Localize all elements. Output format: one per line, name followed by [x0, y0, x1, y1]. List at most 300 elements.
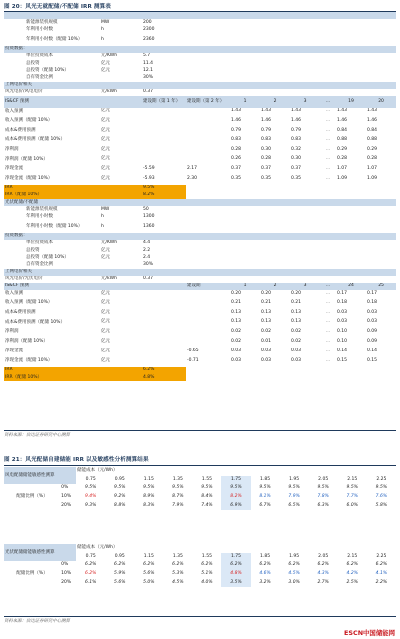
investment-row [4, 247, 396, 254]
empty-cell [366, 34, 396, 46]
empty-cell [260, 89, 290, 96]
row-unit: 亿元 [101, 166, 110, 172]
cash-value: 0.29 [367, 146, 378, 152]
empty-cell [320, 276, 336, 283]
irr-cell: 3.0% [288, 579, 300, 585]
cash-value: 1.43 [367, 108, 378, 114]
irr-row [4, 192, 396, 199]
empty-cell [336, 19, 366, 26]
cash-value: 0.03 [337, 309, 348, 315]
sens-row [4, 561, 396, 570]
empty-cell [142, 290, 186, 297]
empty-cell [366, 276, 396, 283]
figure-20-title: 图 20：风光无就配储/不配储 IRR 测算表 [4, 4, 111, 10]
empty-cell [336, 254, 366, 261]
row-label: 风光电价/风电电价 [5, 89, 43, 95]
empty-cell [320, 19, 336, 26]
empty-cell [186, 89, 230, 96]
row-unit: 亿元 [101, 319, 110, 325]
irr-cell: 9.5% [172, 485, 184, 491]
row-label: 净现金流（配储 10%） [5, 175, 53, 181]
cash-value: 0.02 [291, 338, 302, 344]
irr-row [4, 367, 396, 374]
empty-cell [336, 240, 366, 247]
cash-value: 1.46 [261, 118, 272, 124]
cost-header: 1.75 [221, 476, 250, 485]
cash-value: 0.21 [231, 300, 242, 306]
row-value: 0.37 [143, 89, 154, 95]
cash-value: 0.03 [367, 319, 378, 325]
cash-value: 0.02 [231, 338, 242, 344]
year-header: ... [320, 96, 336, 108]
empty-cell [320, 60, 336, 67]
row-label: 年利用小时数 [26, 27, 53, 33]
cf-header-label: IS&CF 预测 [4, 96, 100, 108]
cost-header: 1.95 [289, 553, 300, 559]
year-header: 20 [366, 96, 396, 108]
empty-cell [336, 26, 366, 33]
cash-value: 0.37 [231, 166, 242, 172]
cash-value: 0.03 [261, 357, 272, 363]
price-row [4, 276, 396, 283]
empty-cell [320, 74, 336, 81]
row-unit [100, 261, 142, 268]
irr-cell: 6.2% [317, 562, 329, 568]
cash-value: 0.13 [291, 319, 302, 325]
empty-cell [290, 276, 320, 283]
table-bottom-rule [4, 430, 396, 431]
cashflow-row [4, 355, 396, 367]
empty-cell [290, 213, 320, 220]
row-unit: 亿元 [101, 254, 110, 260]
irr-label: IRR（配储 10%） [4, 374, 142, 381]
cash-value: 0.17 [337, 290, 348, 296]
row-unit: 亿元 [101, 338, 110, 344]
irr-cell: 4.2% [346, 571, 358, 577]
sens-row [4, 484, 396, 493]
irr-row [4, 185, 396, 192]
construction-year-2: 建设期（第 2 年） [186, 96, 230, 108]
row-value: 200 [143, 19, 152, 25]
empty-cell [366, 206, 396, 213]
empty-cell [290, 221, 320, 233]
empty-cell [186, 374, 396, 381]
cash-value: 0.83 [231, 137, 242, 143]
empty-cell [320, 221, 336, 233]
empty-cell [186, 261, 230, 268]
row-unit: 亿元 [101, 67, 110, 73]
ratio-axis-label: 配储比例（%） [16, 494, 48, 500]
row-unit: 亿元 [101, 329, 110, 335]
empty-cell [260, 247, 290, 254]
cash-value: 0.21 [291, 300, 302, 306]
cash-value: 0.02 [261, 329, 272, 335]
irr-cell: 9.5% [201, 485, 213, 491]
escn-logo: ESCN中国储能网 [344, 629, 395, 637]
cost-header: 0.95 [114, 553, 125, 559]
irr-cell: 6.2% [201, 562, 213, 568]
empty-cell [186, 206, 230, 213]
irr-label: IRR（配储 10%） [4, 192, 142, 199]
empty-cell [366, 53, 396, 60]
cash-value: 2.30 [187, 175, 198, 181]
irr-cell: 7.8% [317, 494, 329, 500]
irr-cell: 9.5% [346, 485, 358, 491]
cash-value [142, 115, 186, 127]
investment-row [4, 60, 396, 67]
cash-value [186, 309, 230, 316]
row-value: 50 [143, 206, 149, 212]
cash-value: -5.93 [143, 175, 155, 181]
empty-cell [230, 19, 260, 26]
irr-cell: 4.0% [201, 579, 213, 585]
cash-value: 0.03 [337, 319, 348, 325]
row-value: 0.37 [143, 276, 154, 282]
row-label: 成本&费用预测 [5, 127, 36, 133]
investment-row [4, 74, 396, 81]
cash-value: 0.01 [261, 338, 272, 344]
wind-sensitivity-table [4, 467, 396, 510]
year-header: 24 [336, 283, 366, 290]
row-value: 5.7 [143, 53, 151, 59]
empty-cell [230, 247, 260, 254]
cash-value: 1.43 [261, 108, 272, 114]
row-unit: 亿元 [101, 127, 110, 133]
empty-cell [186, 221, 230, 233]
cash-value: ... [325, 137, 331, 143]
cash-value: ... [325, 338, 331, 344]
empty-cell [142, 328, 186, 335]
year-header: 2 [260, 283, 290, 290]
ratio-label: 10% [61, 494, 72, 500]
ratio-label: 20% [61, 579, 72, 585]
cash-value: 0.09 [367, 329, 378, 335]
cashflow-row [4, 108, 396, 115]
cash-value: 0.03 [367, 309, 378, 315]
cash-value: ... [325, 319, 331, 325]
cash-value: 0.88 [337, 137, 348, 143]
irr-cell: 6.7% [259, 502, 271, 508]
cash-value: 0.30 [291, 156, 302, 162]
cashflow-row [4, 146, 396, 153]
irr-cell: 4.5% [288, 571, 300, 577]
cash-value [186, 328, 230, 335]
empty-cell [260, 34, 290, 46]
irr-cell: 5.8% [375, 502, 388, 508]
section-header-cell [4, 12, 396, 19]
empty-cell [186, 254, 230, 261]
cash-value: ... [325, 329, 331, 335]
empty-cell [142, 355, 186, 367]
row-label: 自有资金比例 [26, 261, 53, 267]
cash-value: 0.28 [261, 156, 272, 162]
cash-value: 0.13 [261, 319, 272, 325]
empty-cell [260, 60, 290, 67]
row-label: 总投资（配储 10%） [26, 254, 69, 260]
empty-cell [100, 96, 142, 108]
cash-value: 0.32 [291, 146, 302, 152]
empty-cell [320, 34, 336, 46]
corner-label: 风电配储储能敏感性测算 [4, 467, 76, 484]
cost-header: 2.15 [347, 476, 358, 482]
empty-cell [142, 309, 186, 316]
empty-cell [320, 261, 336, 268]
row-label: 总投资（配储 10%） [26, 67, 69, 73]
row-label: 年利用小时数 [26, 214, 53, 220]
empty-cell [142, 348, 186, 355]
row-unit: 亿元 [101, 108, 110, 114]
year-header: ... [320, 283, 336, 290]
ratio-label: 0% [61, 485, 69, 491]
empty-cell [186, 60, 230, 67]
cash-value: 1.09 [367, 175, 378, 181]
row-label: 单位投资成本 [26, 240, 53, 246]
figure-21-title: 图 21：风光配储自建储能 IRR 以及敏感性分析测算结果 [4, 457, 149, 463]
cash-value: ... [325, 166, 331, 172]
empty-cell [320, 213, 336, 220]
row-unit: 亿元 [101, 60, 110, 66]
empty-cell [230, 261, 260, 268]
input-row [4, 19, 396, 26]
empty-cell [336, 74, 366, 81]
empty-cell [230, 206, 260, 213]
cost-header: 2.25 [376, 476, 387, 482]
year-header: 19 [336, 96, 366, 108]
ratio-axis-label: 配储比例（%） [16, 571, 48, 577]
cash-value: 0.83 [291, 137, 302, 143]
empty-cell [230, 240, 260, 247]
source-note-2: 资料来源：信达证券研究中心测算 [4, 619, 70, 624]
empty-cell [290, 247, 320, 254]
cost-header: 1.55 [201, 476, 212, 482]
irr-cell: 9.3% [84, 502, 97, 508]
empty-cell [366, 89, 396, 96]
row-label: 净现金流 [5, 348, 23, 354]
empty-cell [230, 89, 260, 96]
sens-row [4, 578, 396, 587]
cash-value: -0.65 [187, 348, 199, 354]
empty-cell [230, 26, 260, 33]
cash-value: -0.71 [187, 357, 199, 363]
cash-value [186, 146, 230, 153]
empty-cell [290, 240, 320, 247]
irr-cell: 7.7% [346, 494, 358, 500]
empty-cell [142, 316, 186, 328]
cash-value [186, 290, 230, 297]
irr-cell: 4.8% [221, 570, 250, 579]
cost-header: 1.55 [201, 553, 212, 559]
empty-cell [260, 261, 290, 268]
cash-value [186, 297, 230, 309]
cash-value [186, 108, 230, 115]
row-unit: 元/kWh [101, 276, 117, 282]
cash-value: 0.03 [261, 348, 272, 354]
cash-value: 1.46 [291, 118, 302, 124]
row-unit: MW [101, 206, 110, 212]
empty-cell [260, 213, 290, 220]
empty-cell [336, 276, 366, 283]
empty-cell [336, 247, 366, 254]
empty-cell [366, 26, 396, 33]
empty-cell [290, 89, 320, 96]
cash-value: 0.13 [231, 319, 242, 325]
irr-cell: 6.2% [114, 562, 126, 568]
empty-cell [230, 254, 260, 261]
irr-cell: 8.8% [114, 502, 126, 508]
cashflow-row [4, 290, 396, 297]
row-label: 净现金流 [5, 166, 23, 172]
empty-cell [336, 34, 366, 46]
cash-value: 0.15 [337, 357, 348, 363]
irr-cell: 9.5% [375, 485, 388, 491]
cash-value [186, 134, 230, 146]
year-header: 2 [260, 96, 290, 108]
irr-cell: 6.2% [84, 571, 97, 577]
irr-cell: 2.2% [375, 579, 388, 585]
price-header [4, 269, 396, 276]
irr-cell: 6.2% [84, 562, 97, 568]
row-unit: 亿元 [101, 300, 110, 306]
irr-cell: 9.5% [221, 484, 250, 493]
year-header: 3 [290, 283, 320, 290]
irr-cell: 7.9% [172, 502, 184, 508]
cash-value: ... [325, 175, 331, 181]
row-label: 风光电价/光伏电价 [5, 276, 43, 282]
row-value: 30% [143, 261, 154, 267]
empty-cell [336, 261, 366, 268]
cost-axis-label: 储能成本（元/Wh） [77, 545, 118, 551]
empty-cell [186, 240, 230, 247]
table-bottom-rule-2 [4, 616, 396, 617]
cash-value: 1.09 [337, 175, 348, 181]
row-unit: 亿元 [101, 118, 110, 124]
cf-header [4, 283, 396, 290]
irr-cell: 9.5% [259, 485, 271, 491]
cost-header: 1.35 [172, 553, 183, 559]
row-unit: 元/KWh [101, 240, 118, 246]
cf-header [4, 96, 396, 108]
row-label: 收入预测（配储 10%） [5, 300, 53, 306]
empty-cell [230, 53, 260, 60]
irr-cell: 5.6% [114, 579, 126, 585]
empty-cell [260, 206, 290, 213]
irr-cell: 9.5% [317, 485, 329, 491]
cash-value: 0.83 [261, 137, 272, 143]
cash-value: ... [325, 108, 331, 114]
row-unit: MW [101, 19, 110, 25]
row-value: 12.1 [143, 67, 154, 73]
section-header [4, 12, 396, 19]
irr-value: 8.2% [142, 192, 186, 199]
irr-cell: 6.2% [288, 562, 300, 568]
source-note-1: 资料来源：信达证券研究中心测算 [4, 433, 70, 438]
cost-axis-label: 储能成本（元/Wh） [77, 468, 118, 474]
irr-table [4, 12, 396, 381]
empty-cell [142, 297, 186, 309]
year-header: 1 [230, 96, 260, 108]
irr-cell: 6.5% [288, 502, 300, 508]
empty-cell [290, 254, 320, 261]
cashflow-row [4, 348, 396, 355]
empty-cell [186, 34, 230, 46]
row-label: 总投资 [26, 247, 40, 253]
cash-value: ... [325, 300, 331, 306]
row-label: 净利润 [5, 329, 19, 335]
irr-cell: 4.3% [317, 571, 329, 577]
cash-value: 0.35 [231, 175, 242, 181]
cash-value: 0.03 [291, 357, 302, 363]
irr-cell: 7.4% [201, 502, 213, 508]
empty-cell [366, 74, 396, 81]
row-unit: 亿元 [101, 309, 110, 315]
empty-cell [366, 254, 396, 261]
irr-value: 4.8% [142, 374, 186, 381]
row-label: 年利用小时数（配储 10%） [26, 36, 83, 42]
empty-cell [290, 206, 320, 213]
row-label: 净利润 [5, 147, 19, 153]
empty-cell [290, 34, 320, 46]
cash-value: 0.28 [367, 156, 378, 162]
row-label: 自有资金比例 [26, 74, 53, 80]
irr-cell: 6.2% [172, 562, 184, 568]
cash-value: 0.29 [337, 146, 348, 152]
irr-cell: 7.9% [288, 494, 300, 500]
irr-cell: 6.9% [221, 501, 250, 510]
cash-value: ... [325, 156, 331, 162]
construction-period: 建设期 [186, 283, 230, 290]
row-unit: h [101, 223, 104, 229]
empty-cell [186, 192, 396, 199]
cash-value: ... [325, 309, 331, 315]
row-unit: h [101, 213, 104, 219]
row-label: 总投资 [26, 60, 40, 66]
cashflow-row [4, 153, 396, 165]
irr-cell: 6.2% [375, 562, 388, 568]
row-label: 净利润（配储 10%） [5, 156, 48, 162]
empty-cell [260, 254, 290, 261]
irr-label: IRR [4, 185, 142, 192]
cost-header: 1.35 [172, 476, 183, 482]
empty-cell [186, 213, 230, 220]
row-unit: h [101, 26, 104, 32]
cash-value: 1.07 [367, 166, 378, 172]
cashflow-row [4, 309, 396, 316]
cash-value: ... [325, 146, 331, 152]
empty-cell [260, 74, 290, 81]
construction-year-1: 建设期（第 1 年） [142, 96, 186, 108]
row-label: 新能源装机规模 [26, 206, 58, 212]
cash-value: 0.03 [231, 357, 242, 363]
empty-cell [260, 67, 290, 74]
investment-row [4, 261, 396, 268]
cash-value: 0.18 [337, 300, 348, 306]
sens-row [4, 493, 396, 502]
cashflow-row [4, 173, 396, 185]
pv-sensitivity-table [4, 544, 396, 587]
cost-header: 1.15 [143, 553, 154, 559]
row-label: 成本&费用预测（配储 10%） [5, 319, 65, 325]
irr-cell: 8.3% [143, 502, 155, 508]
empty-cell [290, 261, 320, 268]
irr-cell: 5.3% [172, 571, 184, 577]
irr-cell: 4.6% [259, 571, 271, 577]
irr-cell: 5.0% [143, 579, 155, 585]
input-row [4, 213, 396, 220]
row-unit: 亿元 [101, 290, 110, 296]
row-value: 2300 [143, 26, 155, 32]
empty-cell [320, 247, 336, 254]
cash-value [186, 336, 230, 348]
